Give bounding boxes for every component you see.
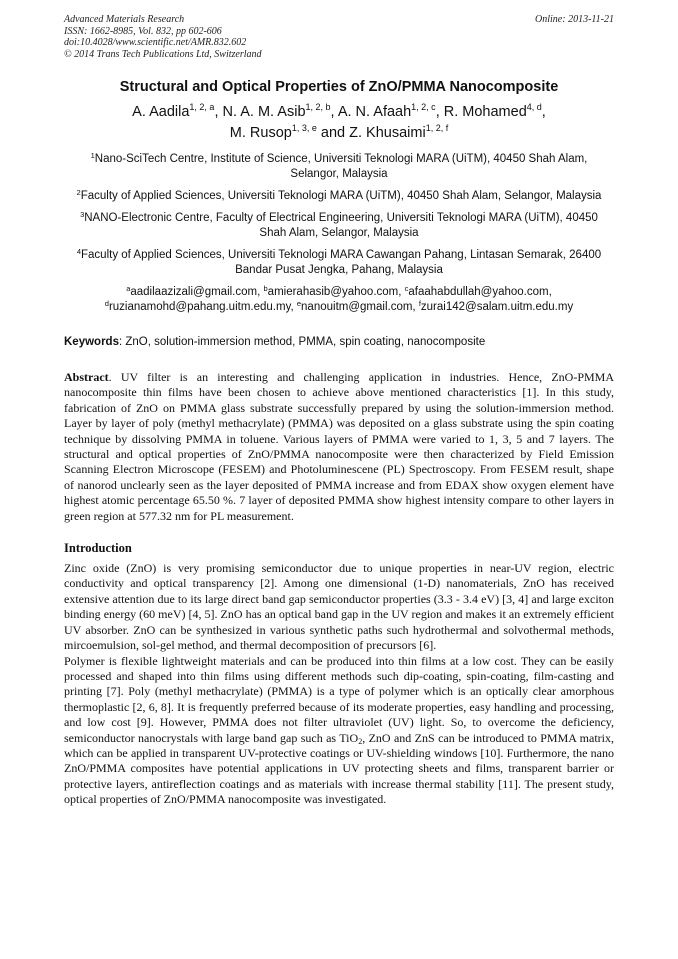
email-sup: a (126, 284, 131, 293)
email-link[interactable]: amierahasib@yahoo.com, (267, 286, 405, 298)
issn-line: ISSN: 1662-8985, Vol. 832, pp 602-606 (64, 25, 222, 37)
affiliation-number: 3 (80, 210, 85, 219)
affiliation-number: 2 (76, 188, 81, 197)
affiliations (64, 152, 614, 278)
email-link[interactable]: zurai142@salam.uitm.edu.my (420, 301, 574, 313)
affiliation-text: Faculty of Applied Sciences, Universiti Teknologi MARA (UiTM), 40450 Shah Alam, Selangor, Malaysia (80, 190, 602, 202)
intro-paragraph (64, 654, 614, 808)
affiliation-number: 4 (76, 247, 81, 256)
email-sup: c (404, 284, 409, 293)
author-list (64, 102, 614, 144)
email-link[interactable]: aadilaazizali@gmail.com, (130, 286, 264, 298)
affiliation (64, 248, 614, 278)
paragraph-text: , ZnO and ZnS can be introduced to PMMA matrix, which can be applied in transparent UV-protective coatings or UV-shielding windows [10]. Furthermore, the nano ZnO/PMMA composites have potential applications in UV protecting sheets and films, transparent barrier or protective layers, antireflection coatings and as materials with increase thermal stability [11]. The present study, optical properties of ZnO/PMMA nanocomposite was investigated. (64, 730, 614, 807)
email-link[interactable]: nanouitm@gmail.com, (301, 301, 419, 313)
affiliation (64, 189, 614, 204)
email-link[interactable]: ruzianamohd@pahang.uitm.edu.my, (108, 301, 297, 313)
author-separator: , (330, 104, 338, 120)
email-link[interactable]: afaahabdullah@yahoo.com, (408, 286, 552, 298)
copyright-line: © 2014 Trans Tech Publications Ltd, Switzerland (64, 48, 262, 60)
journal-name: Advanced Materials Research (64, 14, 185, 25)
author-name: A. N. Afaah (337, 104, 412, 120)
author-name: M. Rusop (229, 125, 292, 141)
author-affil-sup: 1, 2, f (425, 123, 449, 133)
doi-line: doi:10.4028/www.scientific.net/AMR.832.602 (64, 37, 247, 48)
keywords-text: : ZnO, solution-immersion method, PMMA, spin coating, nanocomposite (118, 336, 486, 348)
affiliation-text: Nano-SciTech Centre, Institute of Science, Universiti Teknologi MARA (UiTM), 40450 Shah Alam, Selangor, Malaysia (94, 153, 588, 180)
journal-header (64, 14, 614, 60)
paper-title: Structural and Optical Properties of ZnO/PMMA Nanocomposite (119, 79, 559, 95)
author-name: N. A. M. Asib (222, 104, 306, 120)
abstract-text: . UV filter is an interesting and challenging application in industries. Hence, ZnO-PMMA nanocomposite thin films have been chosen to achieve above mentioned characteristics [1]. In this study, fabrication of ZnO on PMMA glass substrate successfully prepared by using the solution-immersion method. Layer by layer of poly (methyl methacrylate) (PMMA) was deposited on a glass substrate using the spin coating technique by dissolving PMMA in toluene. Various layers of PMMA were varied to 1, 3, 5 and 7 layers. The structural and optical properties of ZnO/PMMA nanocomposite were then characterized by Field Emission Scanning Electron Microscope (FESEM) and Photoluminescene (PL) Spectroscopy. From FESEM result, shape of nanorod unclearly seen as the layer deposited of PMMA increase and from EDAX show oxygen element have highest atomic percentage 65.50 %. 7 layer of deposited PMMA show highest intensity compare to other layers in green region at 577.32 nm for PL measurement. (64, 370, 614, 523)
affiliation-text: Faculty of Applied Sciences, Universiti Teknologi MARA Cawangan Pahang, Lintasan Semarak, 26400 Bandar Pusat Jengka, Pahang, Malaysia (81, 249, 602, 276)
author-affil-sup: 1, 2, b (305, 102, 331, 112)
author-separator: , (214, 104, 223, 120)
intro-paragraph: Zinc oxide (ZnO) is very promising semiconductor due to unique properties in near-UV region, electric conductivity and optical transparency [2]. Among one dimensional (1-D) nanomaterials, ZnO has received extensive attention due to its large direct band gap semiconductor properties (3.3 - 3.4 eV) [3, 4] and large exciton binding energy (60 meV) [4, 5]. ZnO has an optical band gap in the UV region and makes it an extremely efficient UV absorber. ZnO can be synthesized in various synthetic paths such hydrothermal and solvothermal methods, mircoemulsion, sol-gel method, and thermal decomposition of precursors [6]. (64, 561, 614, 653)
affiliation-text: NANO-Electronic Centre, Faculty of Electrical Engineering, Universiti Teknologi MARA (UiTM), 40450 Shah Alam, Selangor, Malaysia (84, 212, 598, 239)
email-sup: e (296, 299, 302, 308)
author-affil-sup: 1, 2, c (411, 102, 436, 112)
author-affil-sup: 4, d (526, 102, 542, 112)
affiliation (64, 211, 614, 241)
abstract-label: Abstract (64, 370, 109, 384)
author-affil-sup: 1, 3, e (291, 123, 317, 133)
section-heading: Introduction (64, 541, 132, 556)
affiliation (64, 152, 614, 182)
author-name: A. Aadila (132, 104, 190, 120)
author-name: R. Mohamed (443, 104, 527, 120)
online-date: Online: 2013-11-21 (535, 14, 614, 25)
keywords (64, 335, 614, 350)
author-separator: , (541, 104, 546, 120)
paragraph-text: Polymer is flexible lightweight materials and can be produced into thin films at a low cost. They can be easily processed and shaped into thin films using different methods such dip-coating, spin-coating, film-casting and printing [7]. Poly (methyl methacrylate) (PMMA) is a type of polymer which is an optically clear amorphous thermoplastic [2, 6, 8]. It is frequently preferred because of its moderate properties, easy handling and processing, and low cost [9]. However, PMMA does not filter ultraviolet (UV) light. So, to overcome the deficiency, semiconductor nanocrystals with large band gap such as TiO (64, 653, 614, 745)
keywords-label: Keywords (64, 336, 119, 348)
affiliation-number: 1 (90, 151, 95, 160)
author-affil-sup: 1, 2, a (189, 102, 215, 112)
email-sup: b (263, 284, 268, 293)
author-emails (64, 285, 614, 315)
email-sup: d (104, 299, 109, 308)
abstract (64, 370, 614, 524)
subscript: 2 (358, 736, 363, 746)
author-separator: and (316, 125, 350, 141)
author-separator: , (435, 104, 444, 120)
email-sup: f (418, 299, 421, 308)
author-name: Z. Khusaimi (349, 125, 426, 141)
